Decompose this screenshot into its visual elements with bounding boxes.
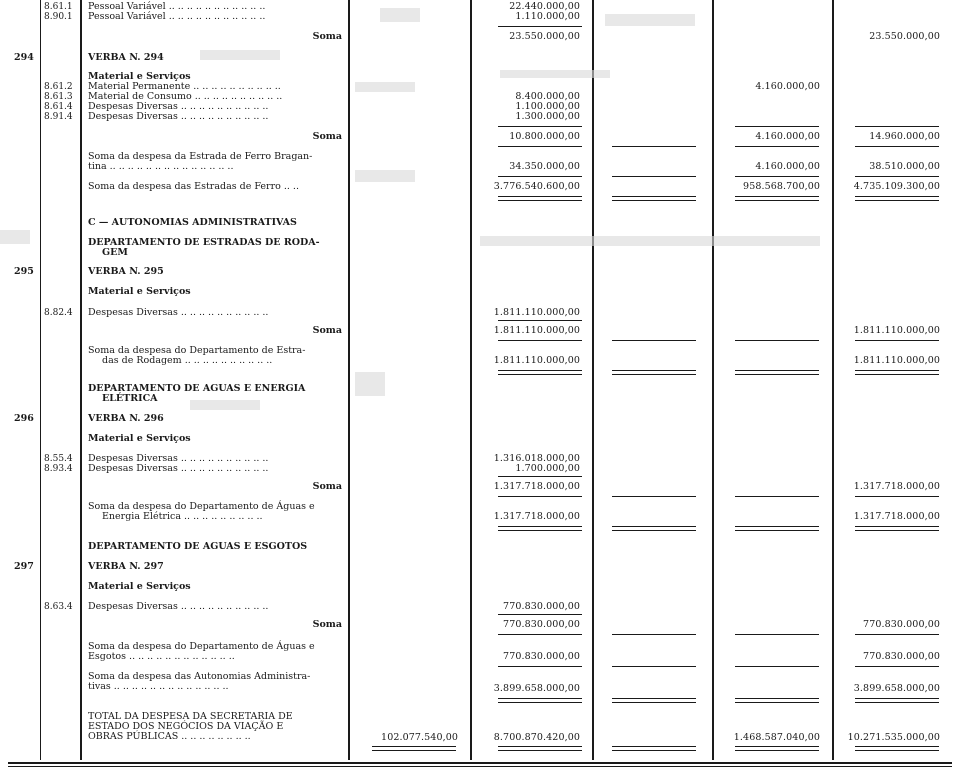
row-description: Material Permanente .. .. .. .. .. .. .. .. .. .. bbox=[88, 81, 281, 92]
double-underline bbox=[612, 370, 696, 375]
amount-col5: 1.317.718.000,00 bbox=[853, 481, 940, 492]
underline bbox=[498, 666, 582, 667]
row-code: 8.63.4 bbox=[44, 602, 73, 612]
row-description: Pessoal Variável .. .. .. .. .. .. .. .. .. .. .. bbox=[88, 11, 266, 22]
amount-col2: 1.700.000,00 bbox=[515, 463, 580, 474]
soma-label: Soma bbox=[312, 325, 342, 336]
amount-col5: 14.960.000,00 bbox=[869, 131, 940, 142]
row-description: Despesas Diversas .. .. .. .. .. .. .. .. .. .. bbox=[88, 101, 269, 112]
underline bbox=[612, 496, 696, 497]
double-underline bbox=[612, 526, 696, 531]
amount-col2: 1.100.000,00 bbox=[515, 101, 580, 112]
subtotal-description: Soma da despesa das Estradas de Ferro .. .. bbox=[88, 181, 299, 192]
subtotal-description: Soma da despesa da Estrada de Ferro Bragan- bbox=[88, 151, 313, 162]
underline bbox=[735, 126, 819, 127]
amount-col2: 1.811.110.000,00 bbox=[493, 355, 580, 366]
row-description: Despesas Diversas .. .. .. .. .. .. .. .. .. .. bbox=[88, 307, 269, 318]
underline bbox=[498, 176, 582, 177]
row-code: 8.61.4 bbox=[44, 102, 73, 112]
amount-col2: 23.550.000,00 bbox=[509, 31, 580, 42]
double-underline bbox=[855, 698, 939, 703]
amount-col2: 1.317.718.000,00 bbox=[493, 511, 580, 522]
subtotal-description-cont: tivas .. .. .. .. .. .. .. .. .. .. .. .. .. bbox=[88, 681, 229, 692]
subtotal-description-cont: Esgotos .. .. .. .. .. .. .. .. .. .. .. .. bbox=[88, 651, 235, 662]
double-underline bbox=[735, 370, 819, 375]
amount-col5: 1.811.110.000,00 bbox=[853, 355, 940, 366]
amount-col2: 770.830.000,00 bbox=[503, 651, 580, 662]
amount-col2: 1.300.000,00 bbox=[515, 111, 580, 122]
amount-col2: 3.776.540.600,00 bbox=[493, 181, 580, 192]
underline bbox=[498, 126, 582, 127]
double-underline bbox=[612, 698, 696, 703]
verba-number: 294 bbox=[14, 52, 34, 63]
row-code: 8.55.4 bbox=[44, 454, 73, 464]
underline bbox=[498, 320, 582, 321]
amount-col2: 1.110.000,00 bbox=[515, 11, 580, 22]
underline bbox=[612, 146, 696, 147]
double-underline bbox=[498, 746, 582, 751]
department-heading: DEPARTAMENTO DE ESTRADAS DE RODA- bbox=[88, 237, 320, 248]
amount-col2: 1.811.110.000,00 bbox=[493, 325, 580, 336]
double-underline bbox=[498, 698, 582, 703]
underline bbox=[498, 476, 582, 477]
double-underline bbox=[498, 196, 582, 201]
underline bbox=[855, 126, 939, 127]
underline bbox=[735, 666, 819, 667]
amount-col5: 3.899.658.000,00 bbox=[853, 683, 940, 694]
amount-col2: 1.317.718.000,00 bbox=[493, 481, 580, 492]
verba-number: 297 bbox=[14, 561, 34, 572]
section-heading: Material e Serviços bbox=[88, 433, 191, 444]
verba-number: 295 bbox=[14, 266, 34, 277]
section-heading: C — AUTONOMIAS ADMINISTRATIVAS bbox=[88, 217, 297, 228]
row-description: Despesas Diversas .. .. .. .. .. .. .. .. .. .. bbox=[88, 111, 269, 122]
underline bbox=[735, 340, 819, 341]
amount-col2: 10.800.000,00 bbox=[509, 131, 580, 142]
amount-col5: 1.317.718.000,00 bbox=[853, 511, 940, 522]
amount-col5: 23.550.000,00 bbox=[869, 31, 940, 42]
amount-col4: 4.160.000,00 bbox=[755, 161, 820, 172]
department-heading-cont: ELÉTRICA bbox=[102, 393, 158, 404]
double-underline bbox=[612, 196, 696, 201]
underline bbox=[855, 666, 939, 667]
soma-label: Soma bbox=[312, 131, 342, 142]
underline bbox=[498, 634, 582, 635]
row-code: 8.91.4 bbox=[44, 112, 73, 122]
amount-col2: 34.350.000,00 bbox=[509, 161, 580, 172]
amount-col4: 958.568.700,00 bbox=[743, 181, 820, 192]
subtotal-description-cont: tina .. .. .. .. .. .. .. .. .. .. .. .. .. .. bbox=[88, 161, 234, 172]
row-code: 8.61.1 bbox=[44, 2, 73, 12]
amount-col2: 8.700.870.420,00 bbox=[493, 732, 580, 743]
amount-col5: 770.830.000,00 bbox=[863, 619, 940, 630]
underline bbox=[498, 146, 582, 147]
verba-title: VERBA N. 295 bbox=[88, 266, 164, 277]
underline bbox=[855, 176, 939, 177]
subtotal-description: Soma da despesa das Autonomias Administra- bbox=[88, 671, 311, 682]
row-description: Pessoal Variável .. .. .. .. .. .. .. .. .. .. .. bbox=[88, 1, 266, 12]
underline bbox=[498, 614, 582, 615]
row-code: 8.82.4 bbox=[44, 308, 73, 318]
amount-col4: 4.160.000,00 bbox=[755, 131, 820, 142]
row-code: 8.90.1 bbox=[44, 12, 73, 22]
underline bbox=[612, 634, 696, 635]
soma-label: Soma bbox=[312, 31, 342, 42]
row-code: 8.61.3 bbox=[44, 92, 73, 102]
double-underline bbox=[855, 746, 939, 751]
column-rule-col1 bbox=[348, 0, 350, 760]
double-underline bbox=[855, 196, 939, 201]
department-heading: DEPARTAMENTO DE AGUAS E ENERGIA bbox=[88, 383, 306, 394]
amount-col5: 38.510.000,00 bbox=[869, 161, 940, 172]
amount-col4: 1.468.587.040,00 bbox=[733, 732, 820, 743]
underline bbox=[735, 634, 819, 635]
subtotal-description-cont: das de Rodagem .. .. .. .. .. .. .. .. .. .. bbox=[102, 355, 273, 366]
underline bbox=[498, 26, 582, 27]
underline bbox=[855, 146, 939, 147]
soma-label: Soma bbox=[312, 619, 342, 630]
amount-col4: 4.160.000,00 bbox=[755, 81, 820, 92]
underline bbox=[498, 496, 582, 497]
amount-col2: 1.316.018.000,00 bbox=[493, 453, 580, 464]
underline bbox=[735, 176, 819, 177]
double-underline bbox=[498, 370, 582, 375]
amount-col2: 770.830.000,00 bbox=[503, 601, 580, 612]
verba-title: VERBA N. 296 bbox=[88, 413, 164, 424]
column-rule-col4 bbox=[712, 0, 714, 760]
double-underline bbox=[735, 526, 819, 531]
amount-col5: 10.271.535.000,00 bbox=[847, 732, 940, 743]
amount-col5: 770.830.000,00 bbox=[863, 651, 940, 662]
double-underline bbox=[372, 746, 456, 751]
subtotal-description: Soma da despesa do Departamento de Águas e bbox=[88, 641, 315, 652]
underline bbox=[498, 340, 582, 341]
row-description: Despesas Diversas .. .. .. .. .. .. .. .. .. .. bbox=[88, 453, 269, 464]
subtotal-description-cont: Energia Elétrica .. .. .. .. .. .. .. .. .. bbox=[102, 511, 263, 522]
row-code: 8.61.2 bbox=[44, 82, 73, 92]
column-rule-col3 bbox=[592, 0, 594, 760]
column-rule-description bbox=[80, 0, 82, 760]
row-description: Despesas Diversas .. .. .. .. .. .. .. .. .. .. bbox=[88, 601, 269, 612]
double-underline bbox=[735, 746, 819, 751]
row-description: Material de Consumo .. .. .. .. .. .. .. .. .. .. bbox=[88, 91, 283, 102]
double-underline bbox=[612, 746, 696, 751]
underline bbox=[612, 666, 696, 667]
amount-col2: 22.440.000,00 bbox=[509, 1, 580, 12]
bottom-rule-thin bbox=[8, 766, 952, 767]
double-underline bbox=[498, 526, 582, 531]
subtotal-description: Soma da despesa do Departamento de Águas e bbox=[88, 501, 315, 512]
soma-label: Soma bbox=[312, 481, 342, 492]
amount-col2: 3.899.658.000,00 bbox=[493, 683, 580, 694]
verba-number: 296 bbox=[14, 413, 34, 424]
column-rule-codes bbox=[40, 0, 41, 760]
row-description: Despesas Diversas .. .. .. .. .. .. .. .. .. .. bbox=[88, 463, 269, 474]
subtotal-description: Soma da despesa do Departamento de Estra- bbox=[88, 345, 306, 356]
amount-col2: 1.811.110.000,00 bbox=[493, 307, 580, 318]
double-underline bbox=[735, 698, 819, 703]
department-heading-cont: GEM bbox=[102, 247, 128, 258]
amount-col1: 102.077.540,00 bbox=[381, 732, 458, 743]
grand-total-description-cont: OBRAS PÚBLICAS .. .. .. .. .. .. .. .. bbox=[88, 731, 251, 742]
underline bbox=[735, 496, 819, 497]
section-heading: Material e Serviços bbox=[88, 286, 191, 297]
underline bbox=[855, 496, 939, 497]
verba-title: VERBA N. 294 bbox=[88, 52, 164, 63]
section-heading: Material e Serviços bbox=[88, 71, 191, 82]
amount-col2: 8.400.000,00 bbox=[515, 91, 580, 102]
underline bbox=[735, 146, 819, 147]
double-underline bbox=[855, 370, 939, 375]
underline bbox=[612, 340, 696, 341]
underline bbox=[855, 634, 939, 635]
column-rule-col5 bbox=[832, 0, 834, 760]
underline bbox=[855, 340, 939, 341]
double-underline bbox=[735, 196, 819, 201]
grand-total-description-cont: ESTADO DOS NEGÓCIOS DA VIAÇÃO E bbox=[88, 721, 284, 732]
amount-col5: 4.735.109.300,00 bbox=[853, 181, 940, 192]
grand-total-description: TOTAL DA DESPESA DA SECRETARIA DE bbox=[88, 711, 293, 722]
section-heading: Material e Serviços bbox=[88, 581, 191, 592]
amount-col5: 1.811.110.000,00 bbox=[853, 325, 940, 336]
amount-col2: 770.830.000,00 bbox=[503, 619, 580, 630]
department-heading: DEPARTAMENTO DE AGUAS E ESGOTOS bbox=[88, 541, 308, 552]
verba-title: VERBA N. 297 bbox=[88, 561, 164, 572]
row-code: 8.93.4 bbox=[44, 464, 73, 474]
double-underline bbox=[855, 526, 939, 531]
bottom-rule bbox=[8, 762, 952, 764]
underline bbox=[612, 176, 696, 177]
